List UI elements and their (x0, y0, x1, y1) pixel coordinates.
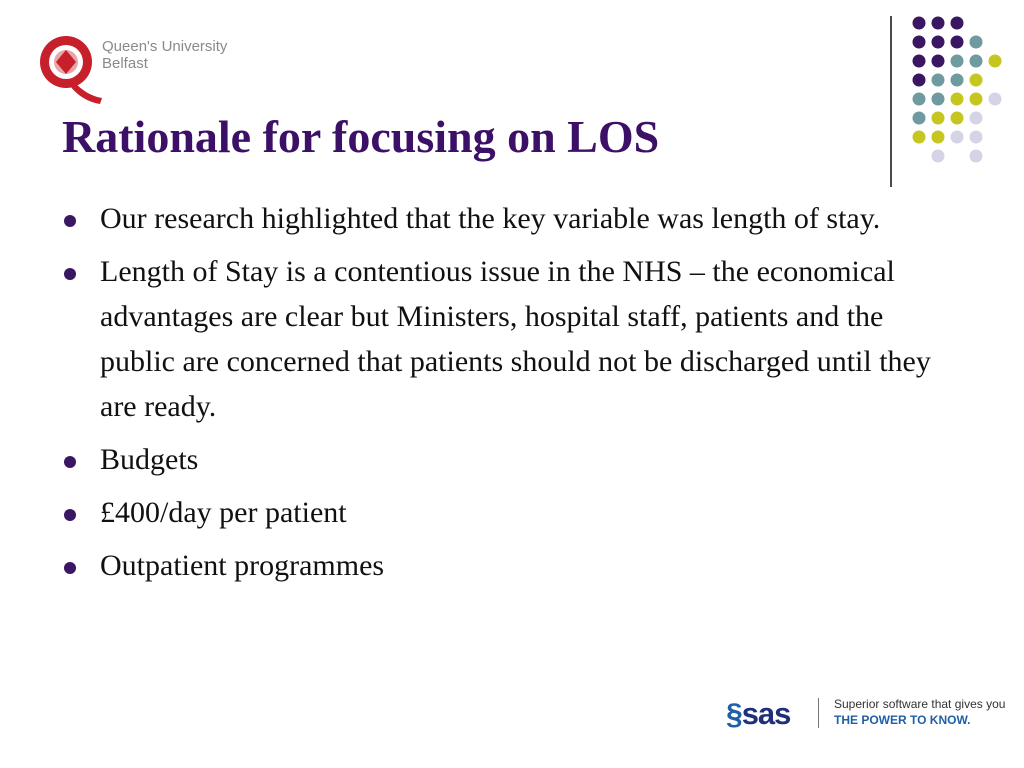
dot-row-7 (913, 131, 983, 144)
dot-row-8 (932, 150, 983, 163)
sas-logo (726, 696, 790, 732)
sas-s-mark-icon: § (726, 698, 742, 731)
dot-row-5 (913, 93, 1002, 106)
bullet-item: Outpatient programmes (62, 543, 942, 588)
bullet-item: Length of Stay is a contentious issue in the NHS – the economical advantages are clear but Ministers, hospital staff, patients and the public are concerned that patients should not be discharged until they are ready. (62, 249, 942, 429)
bullet-list (62, 196, 942, 596)
dot-row-4 (913, 74, 983, 87)
dot-row-1 (913, 17, 964, 30)
sas-wordmark: sas (741, 696, 791, 731)
bullet-item: £400/day per patient (62, 490, 942, 535)
university-name (102, 38, 227, 72)
bullet-item: Budgets (62, 437, 942, 482)
university-logo (38, 30, 238, 106)
dot-row-2 (913, 36, 983, 49)
dot-row-3 (913, 55, 1002, 68)
university-name-line2: Belfast (102, 55, 148, 72)
sas-footer-logo (726, 694, 1016, 734)
slide-title: Rationale for focusing on LOS (62, 111, 660, 162)
bullet-item: Our research highlighted that the key variable was length of stay. (62, 196, 942, 241)
sas-tagline-2: THE POWER TO KNOW. (834, 713, 971, 727)
sas-separator (818, 698, 819, 728)
sas-tagline-1: Superior software that gives you (834, 697, 1006, 711)
dot-row-6 (913, 112, 983, 125)
university-name-line1: Queen's University (102, 38, 228, 55)
qub-crest-icon (38, 30, 102, 106)
header-divider (890, 16, 892, 187)
